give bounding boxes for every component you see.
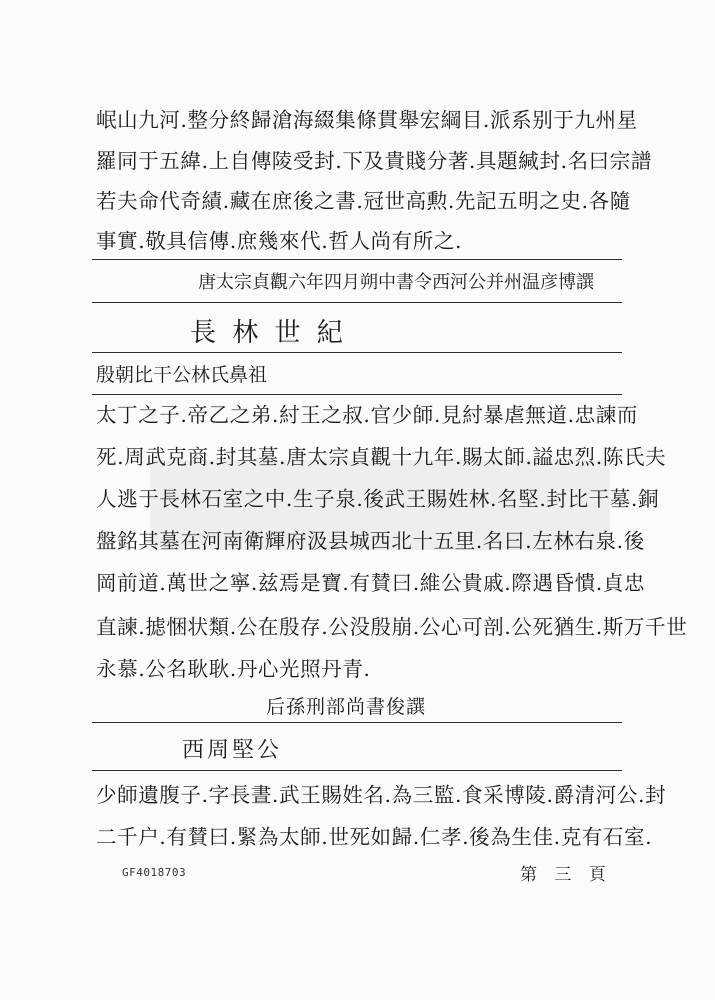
- west-zhou-title: 西周堅公: [182, 738, 283, 763]
- text-line: 直諫.摅悃状類.公在殷存.公没殷崩.公心可剖.公死猶生.斯万千世: [96, 615, 688, 639]
- preface-signature: 唐太宗貞觀六年四月朔中書令西河公并州温彦博譔: [198, 272, 594, 293]
- divider-rule: [92, 259, 622, 260]
- text-line: 永慕.公名耿耿.丹心光照丹青.: [96, 657, 371, 681]
- text-line: 羅同于五緯.上自傳陵受封.下及貴賤分著.具題緘封.名曰宗譜: [96, 149, 652, 173]
- text-line: 死.周武克商.封其墓.唐太宗貞觀十九年.賜太師.謚忠烈.陈氏夫: [96, 445, 667, 469]
- text-line: 少師遺腹子.字長晝.武王賜姓名.為三監.食采博陵.爵清河公.封: [96, 783, 667, 807]
- text-line: 二千户.有賛曰.緊為太師.世死如歸.仁孝.後為生佳.克有石室.: [96, 825, 653, 849]
- catalog-number: GF4018703: [122, 866, 187, 879]
- page-number: 第 三 頁: [520, 865, 612, 885]
- text-line: 事實.敬具信傳.庶幾來代.哲人尚有所之.: [96, 229, 463, 253]
- divider-rule: [92, 352, 622, 353]
- divider-rule: [92, 394, 622, 395]
- subsection-title: 殷朝比干公林氏鼻祖: [96, 364, 268, 386]
- section-title: 長 林 世 紀: [190, 318, 347, 348]
- text-line: 若夫命代奇績.藏在庶後之書.冠世高勲.先記五明之史.各隨: [96, 189, 631, 213]
- signature-two: 后孫刑部尚書俊譔: [266, 696, 427, 718]
- divider-rule: [92, 722, 622, 723]
- divider-rule: [92, 770, 622, 771]
- text-line: 岡前道.萬世之寧.兹焉是寶.有賛曰.維公貴戚.際遇昏憒.貞忠: [96, 571, 646, 595]
- text-line: 太丁之子.帝乙之弟.紂王之叔.官少師.見紂暴虐無道.忠諫而: [96, 403, 638, 427]
- divider-rule: [92, 302, 622, 303]
- text-line: 人逃于長林石室之中.生子泉.後武王賜姓林.名堅.封比干墓.銅: [96, 487, 660, 511]
- text-line: 岷山九河.整分終歸滄海綴集條貫舉宏綱目.派系别于九州星: [96, 108, 638, 132]
- text-line: 盤銘其墓在河南衛輝府汲县城西北十五里.名曰.左林右泉.後: [96, 529, 645, 553]
